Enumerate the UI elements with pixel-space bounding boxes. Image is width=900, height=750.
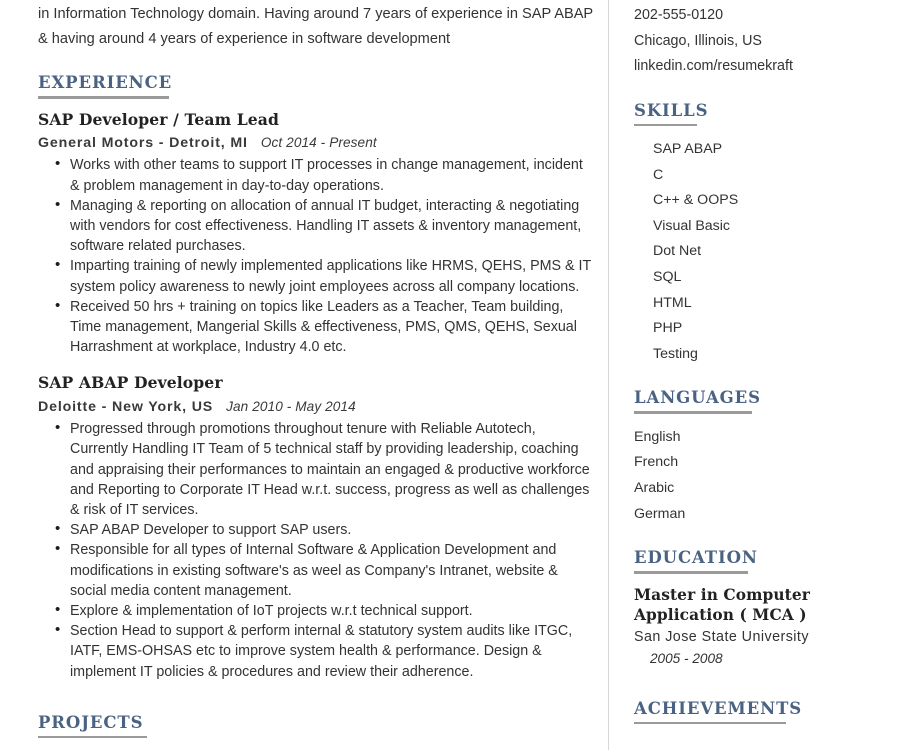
- spacer: [634, 670, 882, 700]
- skill-item: Dot Net: [653, 243, 702, 260]
- spacer: [634, 80, 882, 102]
- language-item: German: [634, 505, 686, 522]
- job-bullet: • Progressed through promotions throughout tenure with Reliable Autotech, Currently Handling IT Team of 5 technical staff by providing leadership, coaching and appraising their performances to maintain an engaged & productive workforce and Reporting to Corporate IT Head w.r.t. success, progress as well as challenges & risk of IT services.: [38, 419, 594, 520]
- job-dates: Jan 2010 - May 2014: [226, 398, 356, 414]
- job-bullet: • Managing & reporting on allocation of annual IT budget, interacting & negotiating with vendors for cost effectiveness. Handling IT assets & inventory management, software related purchases.: [38, 196, 594, 257]
- job-company: Deloitte - New York, US: [38, 398, 214, 415]
- job-meta: [38, 396, 594, 418]
- experience-heading: EXPERIENCE: [38, 73, 173, 92]
- job-bullet: • Imparting training of newly implemented applications like HRMS, QEHS, PMS & IT system policy awareness to newly joint employees across all company locations.: [38, 256, 594, 296]
- spacer: [38, 359, 594, 373]
- education-school: San Jose State University: [634, 628, 809, 645]
- skill-item: Visual Basic: [653, 217, 731, 234]
- job-bullet-list: [38, 155, 594, 357]
- language-item: Arabic: [634, 480, 675, 497]
- section-languages: [634, 389, 882, 527]
- skill-item: C: [653, 166, 664, 183]
- sidebar-column: [609, 0, 900, 750]
- experience-entry: [38, 373, 594, 682]
- education-entry: [634, 585, 882, 670]
- section-experience: [38, 74, 594, 682]
- job-meta: [38, 132, 594, 154]
- skill-item: SAP ABAP: [653, 141, 723, 157]
- spacer: [634, 527, 882, 549]
- languages-heading-rule: [634, 411, 752, 414]
- projects-heading-rule: [38, 736, 147, 739]
- job-bullet: • Responsible for all types of Internal Software & Application Development and modifications in existing software's as weel as Company's Intranet, website & social media content management.: [38, 540, 594, 601]
- skill-item: HTML: [653, 294, 692, 311]
- job-bullet: • Section Head to support & perform internal & statutory system audits like ITGC, IATF, EMS-OHSAS etc to improve system health & performance. Design & implement IT policies & procedures and review their adherence.: [38, 621, 594, 682]
- job-bullet: • SAP ABAP Developer to support SAP users.: [38, 520, 594, 540]
- job-bullet-list: [38, 419, 594, 682]
- skills-heading-rule: [634, 124, 697, 127]
- spacer: [634, 367, 882, 389]
- education-degree: Master in Computer Application ( MCA ): [634, 585, 810, 625]
- job-bullet: • Received 50 hrs + training on topics like Leaders as a Teacher, Team building, Time management, Mangerial Skills & effectiveness, PMS, QMS, QEHS, Sexual Harrashment at workplace, Industry 4.0 etc.: [38, 297, 594, 358]
- job-bullet: • Works with other teams to support IT processes in change management, incident & problem management in day-to-day operations.: [38, 155, 594, 195]
- spacer: [38, 52, 594, 74]
- skill-item: Testing: [653, 345, 698, 362]
- achievements-heading: ACHIEVEMENTS: [634, 698, 803, 718]
- experience-entry: [38, 110, 594, 358]
- skills-heading: SKILLS: [634, 100, 709, 120]
- achievements-heading-rule: [634, 722, 786, 725]
- section-projects: [38, 714, 594, 739]
- spacer: [38, 684, 594, 714]
- education-heading-rule: [634, 571, 748, 574]
- job-dates: Oct 2014 - Present: [260, 134, 377, 150]
- languages-list: [634, 425, 882, 527]
- skill-item: C++ & OOPS: [653, 192, 739, 209]
- experience-heading-wrap: [38, 74, 594, 99]
- summary-paragraph: in Information Technology domain. Having around 7 years of experience in SAP ABAP & having around 4 years of experience in software development: [38, 6, 593, 47]
- languages-heading: LANGUAGES: [634, 388, 761, 408]
- projects-heading: PROJECTS: [38, 712, 144, 732]
- language-item: French: [634, 454, 679, 471]
- section-skills: [634, 102, 882, 368]
- contact-block: [634, 0, 882, 80]
- experience-heading-rule: [38, 96, 169, 99]
- education-years: 2005 - 2008: [650, 650, 723, 666]
- contact-location: Chicago, Illinois, US: [634, 32, 762, 49]
- job-bullet: • Explore & implementation of IoT projects w.r.t technical support.: [38, 601, 594, 621]
- contact-linkedin[interactable]: linkedin.com/resumekraft: [634, 58, 793, 74]
- skills-list: [634, 137, 882, 367]
- language-item: English: [634, 428, 681, 445]
- job-title: SAP Developer / Team Lead: [38, 109, 280, 129]
- section-education: [634, 549, 882, 670]
- skill-item: SQL: [653, 268, 682, 285]
- job-title: SAP ABAP Developer: [38, 373, 223, 393]
- section-achievements: [634, 700, 882, 725]
- contact-phone[interactable]: 202-555-0120: [634, 7, 724, 23]
- skill-item: PHP: [653, 320, 683, 337]
- education-heading: EDUCATION: [634, 548, 758, 568]
- job-company: General Motors - Detroit, MI: [38, 134, 248, 151]
